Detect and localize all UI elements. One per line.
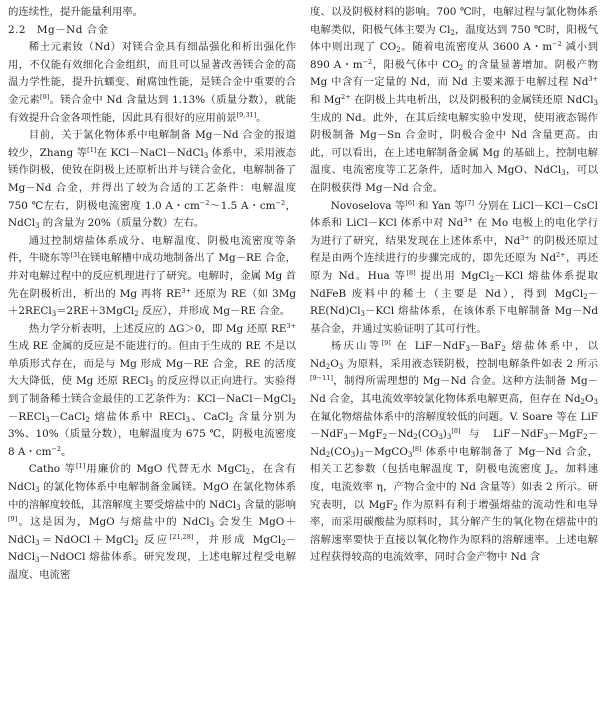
citation: [1] (87, 145, 97, 154)
superscript: 3+ (181, 286, 192, 295)
text-run: 。镁合金中 Nd 含量达到 1.13%（质量分数），就能有效提升合金各项性能，因此具有很好的应用前景 (8, 93, 296, 124)
text-run: 反应 (138, 533, 170, 546)
text-run: －MgF (548, 428, 584, 441)
text-run: (CO (330, 445, 351, 458)
text-run: 的反应得以正向进行。实验得到了制备稀土镁合金最佳的工艺条件为：KCl－NaCl－MgCl (8, 375, 296, 406)
citation: [9,31] (236, 110, 257, 119)
subscript: 2 (382, 433, 388, 442)
text-run: 在 LiF－NdF (390, 340, 466, 353)
text-run: 体系中电解制备了 Mg－Nd 合金，相关工艺参数（包括电解温度 T，阴极电流密度 J (310, 445, 598, 476)
subscript: 3 (35, 486, 40, 495)
subscript: 3 (438, 433, 443, 442)
left-column (8, 4, 296, 709)
superscript: 2+ (341, 92, 351, 101)
text-run: 。 (256, 111, 267, 124)
subscript: 2 (450, 28, 455, 37)
paragraph (8, 461, 296, 584)
text-run: 。这是因为，MgO 与熔盐中的 NdCl (17, 516, 210, 529)
subscript: 2 (133, 538, 139, 547)
text-run: ) (355, 445, 360, 458)
text-run: 会发生 MgO＋NdCl (8, 516, 296, 546)
text-run: 。 (61, 445, 72, 458)
subscript: 3 (236, 503, 241, 512)
text-run: ＝NdOCl＋MgCl (39, 533, 134, 546)
text-run: 体系中，采用液态镁作阴极，使钕在阴极上还原析出并与镁合金化，电解制备了 Mg－Nd 合金，并得出了较为合适的工艺条件：电解温度 750 ℃左右，阴极电流密度 1.0 A・cm (8, 146, 296, 212)
citation: [9] (8, 515, 18, 524)
subscript: 3 (593, 398, 598, 407)
text-run: 减小到 890 A・m (310, 41, 598, 71)
subscript: c (550, 468, 554, 477)
text-run: 在 Mo 电极上的电化学行为进行了研究，结果发现在上述体系中，Nd (310, 217, 598, 247)
subscript: 3 (35, 556, 40, 565)
subscript: 2 (489, 274, 495, 283)
text-run: 反应），并形成 Mg－RE 合金。 (138, 305, 291, 318)
text-run: 通过控制熔盐体系成分、电解温度、阴极电流密度等条件，牛晓东等 (8, 234, 296, 265)
citation: [8] (406, 268, 416, 277)
superscript: −2 (199, 198, 210, 207)
text-run: －NdOCl 熔盐体系。研究发现，上述电解过程受电解温度、电流密 (8, 551, 296, 581)
text-run: －RE(Nd)Cl (310, 287, 598, 318)
subscript: 3 (350, 450, 356, 459)
superscript: 3+ (463, 216, 473, 225)
text-run: ～1.5 A・cm (209, 199, 276, 212)
text-run: －KCl 熔盐体系，在该体系下电解制备 Mg－Nd 基合金，并通过实验证明了其可行性。 (310, 305, 598, 335)
subscript: 2 (228, 415, 234, 424)
text-run: 的氯化物体系中电解制备金属镁。MgO 在氯化物体系中的溶解度较低，其溶解度主要受熔盐中的 NdCl (8, 481, 296, 511)
superscript: −2 (552, 40, 562, 49)
citation: [9−11] (310, 374, 333, 383)
paragraph (8, 127, 296, 233)
superscript: 2+ (556, 251, 566, 260)
citation: [6] (405, 198, 415, 207)
subscript: 2 (580, 398, 585, 407)
subscript: 2 (325, 362, 331, 371)
citation: [1] (75, 462, 86, 471)
text-run: ，可以在阴极获得 Mg－Nd 合金。 (310, 164, 598, 194)
citation: [8] (412, 444, 422, 453)
text-run: 在阴极上共电析出，以及阴极积的金属镁还原 NdCl (350, 93, 594, 106)
text-run: －KCl 熔盐体系提取 NdFeB 废料中的稀土（主要是 Nd），得到 MgCl (310, 269, 599, 300)
text-run: 目前，关于氯化物体系中电解制备 Mg－Nd 合金的报道较少，Zhang 等 (8, 129, 296, 159)
superscript: 3+ (588, 75, 598, 84)
text-run: 还原为 RE（如 3Mg＋2RECl (8, 287, 297, 318)
text-run: 杨庆山等 (330, 340, 382, 353)
subscript: 2 (291, 398, 296, 407)
text-run: 和 Yan 等 (414, 199, 465, 212)
subscript: 2 (281, 538, 286, 547)
subscript: 3 (465, 345, 470, 354)
subscript: 3 (593, 98, 599, 107)
text-run: 含量的影响 (240, 498, 296, 511)
text-run: －CaCl (49, 410, 86, 423)
text-run: ，加料速度，电流效率 η，产物合金中的 Nd 含量等）如表 2 所示。研究表明，以 MgF (310, 463, 599, 511)
text-run: ，再还原为 Nd。Hua 等 (310, 252, 599, 282)
text-run: 为原料，采用液态镁阴极，控制电解条件如表 2 所示 (343, 357, 598, 370)
citation: [9] (40, 92, 50, 101)
text-run: －Nd (387, 428, 414, 441)
text-run: －NdCl (8, 533, 296, 564)
text-run: 热力学分析表明，上述反应的 ΔG＞0，即 Mg 还原 RE (28, 322, 287, 335)
subscript: 3 (185, 415, 190, 424)
subscript: 3 (561, 169, 566, 178)
text-run: 作为原料有利于增强熔盐的流动性和电导率，而采用碳酸盐为原料时，其分解产生的氧化物在熔盐中的溶解速率要快于直接以氧化物作为原料的溶解速率。上述电解过程获得较高的电流效率，同时合金产物中 Nd 含 (310, 498, 598, 564)
paragraph (8, 321, 296, 462)
subscript: 2 (396, 46, 401, 55)
text-run: 生成 RE 金属的反应是不能进行的。但由于生成的 RE 不是以单质形式存在，而是与 Mg 形成 Mg－RE 合金，RE 的活度大大降低，使 Mg 还原 RECl (8, 340, 296, 388)
subscript: 3 (209, 521, 215, 530)
subscript: 3 (35, 222, 40, 231)
text-run: ，阳极气体中 CO (372, 58, 459, 71)
text-run: 用廉价的 MgO 代替无水 MgCl (85, 463, 246, 476)
text-run: 在镁电解槽中成功地制备出了 Mg－RE 合金，并对电解过程中的反应机理进行了研究。电解时，金属 Mg 首先在阴极析出，析出的 Mg 再将 RE (8, 252, 296, 300)
citation: [3] (70, 251, 80, 260)
subscript: 2 (85, 415, 90, 424)
text-run: 稀土元素钕（Nd）对镁合金具有细晶强化和析出强化作用，不仅能有效细化合金组织，而且可以显著改善镁合金的高温力学性能，提升抗蠕变、耐腐蚀性能，是镁合金中重要的合金元素 (8, 41, 296, 106)
text-run: 的阴极还原过程是由两个连续进行的步骤完成的，即先还原为 Nd (310, 234, 598, 265)
text-run: ，温度达到 750 ℃时，阳极气体中则出现了 CO (310, 23, 599, 54)
text-run: 熔盐体系中 RECl (89, 410, 186, 423)
text-run: (CO (417, 428, 439, 441)
subscript: 3 (407, 450, 413, 459)
subscript: 2 (583, 433, 588, 442)
section-heading: 2.2 Mg－Nd 合金 (8, 23, 109, 36)
subscript: 3 (148, 380, 154, 389)
subscript: 3 (446, 433, 452, 442)
subscript: 2 (245, 468, 251, 477)
text-run: ，在含有 NdCl (8, 463, 297, 494)
subscript: 2 (413, 433, 418, 442)
text-run: 的含量为 20%（质量分数）左右。 (39, 217, 205, 230)
text-run: 和 Mg (310, 93, 342, 106)
subscript: 2 (583, 292, 588, 301)
subscript: 3 (35, 538, 40, 547)
subscript: 2 (393, 503, 398, 512)
text-run: 与 LiF－NdF (460, 428, 544, 441)
text-run: －RECl (8, 410, 46, 423)
superscript: −2 (51, 444, 62, 453)
text-run: ) (442, 428, 447, 441)
text-run: 含量分别为 3%、10%（质量分数），电解温度为 675 ℃，阴极电流密度 8 A・cm (8, 410, 296, 458)
text-run: 熔盐体系中，以 Nd (310, 340, 599, 370)
text-run: Novoselova 等 (330, 199, 406, 212)
text-run: －MgCO (363, 445, 408, 458)
text-run: 在氟化物熔盐体系中的溶解度较低的问题。V. Soare 等在 LiF－NdF (310, 410, 598, 441)
citation: [8] (451, 427, 461, 436)
subscript: 3 (343, 433, 348, 442)
paragraph (310, 338, 598, 567)
subscript: 2 (134, 310, 139, 319)
subscript: 2 (325, 450, 331, 459)
subscript: 2 (458, 63, 464, 72)
text-run: －BaF (469, 340, 502, 353)
text-run: 度、以及阴极材料的影响。700 ℃时，电解过程与氯化物体系电解类似，阳极气体主要为 Cl (310, 6, 598, 36)
subscript: 3 (338, 362, 344, 371)
subscript: 3 (543, 433, 549, 442)
text-run: 、CaCl (190, 410, 229, 423)
text-run: ，制得所需理想的 Mg－Nd 合金。这种方法制备 Mg－Nd 合金，其电流效率较氯化物体系电解更高，但存在 Nd (310, 375, 598, 406)
text-run: O (330, 357, 339, 370)
lead-text: 的连续性，提升能量利用率。 (8, 6, 144, 18)
subscript: 3 (203, 151, 209, 160)
text-run: ，NdCl (8, 199, 296, 230)
superscript: −2 (362, 57, 373, 66)
text-run: Catho 等 (28, 463, 76, 476)
text-run: －MgF (347, 428, 383, 441)
text-run: 在 KCl－NaCl－NdCl (96, 146, 204, 159)
text-run: －Nd (310, 428, 598, 458)
text-run: 提出用 MgCl (415, 269, 490, 282)
right-column (310, 4, 598, 709)
paragraph (8, 39, 296, 127)
citation: [7] (464, 198, 475, 207)
subscript: 2 (501, 345, 506, 354)
paragraph (8, 233, 296, 321)
text-run: O (585, 393, 594, 406)
text-run: ，并形成 MgCl (193, 533, 282, 546)
superscript: 3+ (520, 233, 530, 242)
citation: [9] (381, 339, 391, 348)
text-run: 生成的 Nd。此外，在其后续电解实验中发现，使用液态锡作阴极制备 Mg－Sn 合金时，阴极合金中 Nd 含量更高。由此，可以看出，在上述电解制备金属 Mg 的基础上，控制电解温度、电流密度等工艺条件，适时加入 MgO、NdCl (310, 111, 598, 177)
paragraph (310, 198, 598, 339)
text-run: 。随着电流密度从 3600 A・m (400, 41, 553, 54)
text-run: 分别在 LiCl－KCl－CsCl 体系和 LiCl－KCl 体系中对 Nd (310, 199, 598, 230)
subscript: 3 (51, 310, 57, 319)
citation: [21,28] (169, 532, 194, 541)
superscript: −2 (275, 198, 286, 207)
text-run: ＝2RE＋3MgCl (56, 305, 135, 318)
subscript: 3 (360, 310, 366, 319)
subscript: 3 (45, 415, 50, 424)
subscript: 3 (359, 450, 364, 459)
paragraph (310, 4, 598, 198)
superscript: 3+ (286, 321, 296, 330)
text-run: 的含量显著增加。阴极产物 Mg 中含有一定量的 Nd，而 Nd 主要来源于电解过程 Nd (310, 58, 598, 89)
